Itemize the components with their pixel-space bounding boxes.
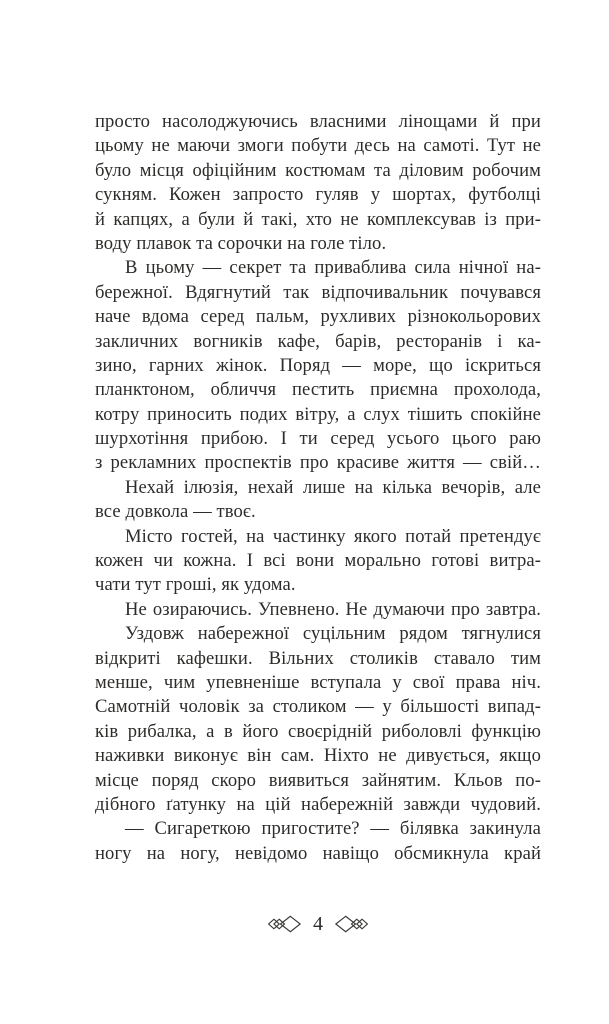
text-line: В цьому — секрет та приваблива сила нічної на- — [125, 257, 541, 279]
text-line: наче вдома серед пальм, рухливих різнокольорових — [95, 306, 541, 328]
text-line: все довкола — твоє. — [95, 501, 256, 523]
text-line: було місця офіційним костюмам та діловим робочим — [95, 159, 541, 181]
text-line: місце поряд скоро виявиться зайнятим. Кльов по- — [95, 769, 541, 791]
text-line: планктоном, обличчя пестить приємна прохолода, — [95, 379, 541, 401]
text-line: сукням. Кожен запросто гуляв у шортах, футболці — [95, 184, 541, 206]
text-line: воду плавок та сорочки на голе тіло. — [95, 232, 387, 254]
text-line: Самотній чоловік за столиком — у більшості випад- — [95, 696, 541, 718]
paragraph — [95, 598, 541, 622]
text-line: менше, чим упевненіше вступала у свої права ніч. — [95, 671, 541, 693]
text-block — [95, 110, 541, 866]
text-line: просто насолоджуючись власними лінощами й при — [95, 111, 541, 132]
text-line: дібного ґатунку на цій набережній завжди чудовий. — [95, 793, 541, 815]
text-line: Місто гостей, на частинку якого потай претендує — [125, 525, 541, 547]
paragraph — [95, 622, 541, 817]
paragraph — [95, 110, 541, 256]
text-line: з рекламних проспектів про красиве життя — свій… — [95, 452, 541, 474]
text-line: й капцях, а були й такі, хто не комплексував із при- — [95, 208, 541, 230]
diamond-ornament-left-icon — [267, 915, 302, 933]
paragraph — [95, 476, 541, 525]
text-line: чати тут гроші, як удома. — [95, 574, 296, 596]
text-line: шурхотіння прибою. І ти серед усього цього раю — [95, 428, 541, 450]
text-line: закличних вогників кафе, барів, ресторанів і ка- — [95, 330, 541, 352]
text-line: кожен чи кожна. І всі вони морально готові витра- — [95, 550, 541, 572]
page-footer — [95, 909, 541, 939]
paragraph — [95, 256, 541, 476]
text-line: цьому не маючи змоги побути десь на самоті. Тут не — [95, 135, 541, 157]
text-line: Нехай ілюзія, нехай лише на кілька вечорів, але — [125, 476, 541, 498]
page-number: 4 — [313, 913, 323, 935]
text-line: ногу на ногу, невідомо навіщо обсмикнула край — [95, 842, 541, 864]
text-line: — Сигареткою пригостите? — білявка закинула — [125, 818, 541, 840]
text-line: котру приносить подих вітру, а слух тішить спокійне — [95, 403, 541, 425]
text-line: ків рибалка, а в його своєрідній риболовлі функцію — [95, 720, 541, 742]
paragraph — [95, 525, 541, 598]
paragraph — [95, 817, 541, 866]
diamond-ornament-right-icon — [334, 915, 369, 933]
text-line: наживки виконує він сам. Ніхто не дивується, якщо — [95, 745, 541, 767]
text-line: відкриті кафешки. Вільних столиків ставало тим — [95, 647, 541, 669]
text-line: Не озираючись. Упевнено. Не думаючи про завтра. — [125, 598, 541, 620]
text-line: зино, гарних жінок. Поряд — море, що іскриться — [95, 354, 541, 376]
text-line: бережної. Вдягнутий так відпочивальник почувався — [95, 281, 541, 303]
text-line: Уздовж набережної суцільним рядом тягнулися — [125, 623, 541, 645]
